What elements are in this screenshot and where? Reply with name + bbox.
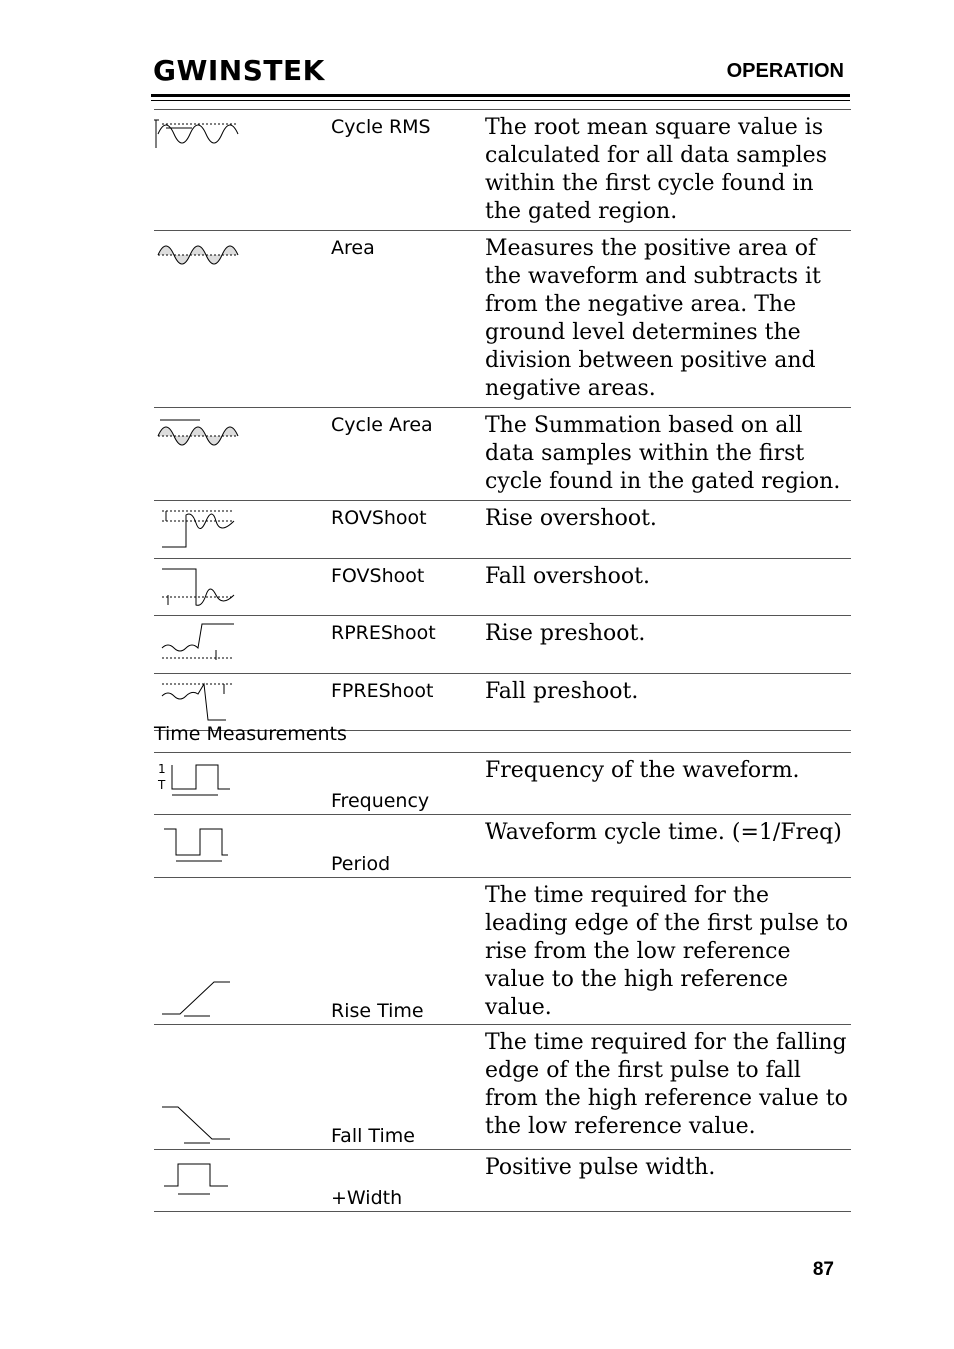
section-title: OPERATION xyxy=(726,60,844,82)
fall-time-icon xyxy=(154,1099,244,1149)
fall-preshoot-icon xyxy=(154,680,244,724)
table-row xyxy=(154,616,851,674)
measurement-name: Period xyxy=(331,815,485,878)
table-row xyxy=(154,231,851,408)
frequency-icon xyxy=(154,759,244,803)
brand-logo: GWINSTEK xyxy=(153,54,325,87)
rise-time-icon xyxy=(154,974,244,1024)
measurement-description: The Summation based on all data samples within the first cycle found in the gated region. xyxy=(485,408,851,501)
measurement-description: Positive pulse width. xyxy=(485,1150,851,1212)
measurement-name: ROVShoot xyxy=(331,501,485,559)
measurement-description: Waveform cycle time. (=1/Freq) xyxy=(485,815,851,878)
table-row xyxy=(154,753,851,815)
table-row xyxy=(154,674,851,731)
measurement-name: FPREShoot xyxy=(331,674,485,731)
rise-overshoot-icon xyxy=(154,507,244,551)
table-row xyxy=(154,559,851,616)
measurement-description: Rise overshoot. xyxy=(485,501,851,559)
measurement-description: Rise preshoot. xyxy=(485,616,851,674)
area-icon xyxy=(154,237,244,273)
measurement-description: The time required for the falling edge of the first pulse to fall from the high reference value to the low reference value. xyxy=(485,1025,851,1150)
measurement-name: Rise Time xyxy=(331,878,485,1025)
measurement-description: Frequency of the waveform. xyxy=(485,753,851,815)
measurement-description: The time required for the leading edge of the first pulse to rise from the low reference value to the high reference value. xyxy=(485,878,851,1025)
amplitude-measurements-table xyxy=(154,109,851,731)
period-icon xyxy=(154,821,244,865)
measurement-name: Area xyxy=(331,231,485,408)
measurement-name: FOVShoot xyxy=(331,559,485,616)
table-row xyxy=(154,110,851,231)
positive-width-icon xyxy=(154,1156,244,1200)
measurement-description: The root mean square value is calculated for all data samples within the first cycle found in the gated region. xyxy=(485,110,851,231)
measurement-name: Fall Time xyxy=(331,1025,485,1150)
page-number: 87 xyxy=(812,1259,834,1280)
measurement-description: Fall preshoot. xyxy=(485,674,851,731)
table-row xyxy=(154,1150,851,1212)
measurement-name: RPREShoot xyxy=(331,616,485,674)
svg-text:T: T xyxy=(158,778,166,792)
measurement-name: Cycle RMS xyxy=(331,110,485,231)
header-rule xyxy=(151,94,850,101)
table-row xyxy=(154,501,851,559)
cycle-area-icon xyxy=(154,414,244,454)
table-row xyxy=(154,878,851,1025)
measurement-description: Measures the positive area of the waveform and subtracts it from the negative area. The ground level determines the division between positive and negative areas. xyxy=(485,231,851,408)
table-row xyxy=(154,815,851,878)
measurement-name: Cycle Area xyxy=(331,408,485,501)
time-measurements-heading: Time Measurements xyxy=(154,723,347,745)
measurement-description: Fall overshoot. xyxy=(485,559,851,616)
table-row xyxy=(154,408,851,501)
svg-text:1: 1 xyxy=(158,762,166,776)
measurement-name: +Width xyxy=(331,1150,485,1212)
table-row xyxy=(154,1025,851,1150)
time-measurements-table xyxy=(154,752,851,1212)
rise-preshoot-icon xyxy=(154,622,244,666)
measurement-name: Frequency xyxy=(331,753,485,815)
fall-overshoot-icon xyxy=(154,565,244,609)
cycle-rms-icon xyxy=(154,116,244,152)
